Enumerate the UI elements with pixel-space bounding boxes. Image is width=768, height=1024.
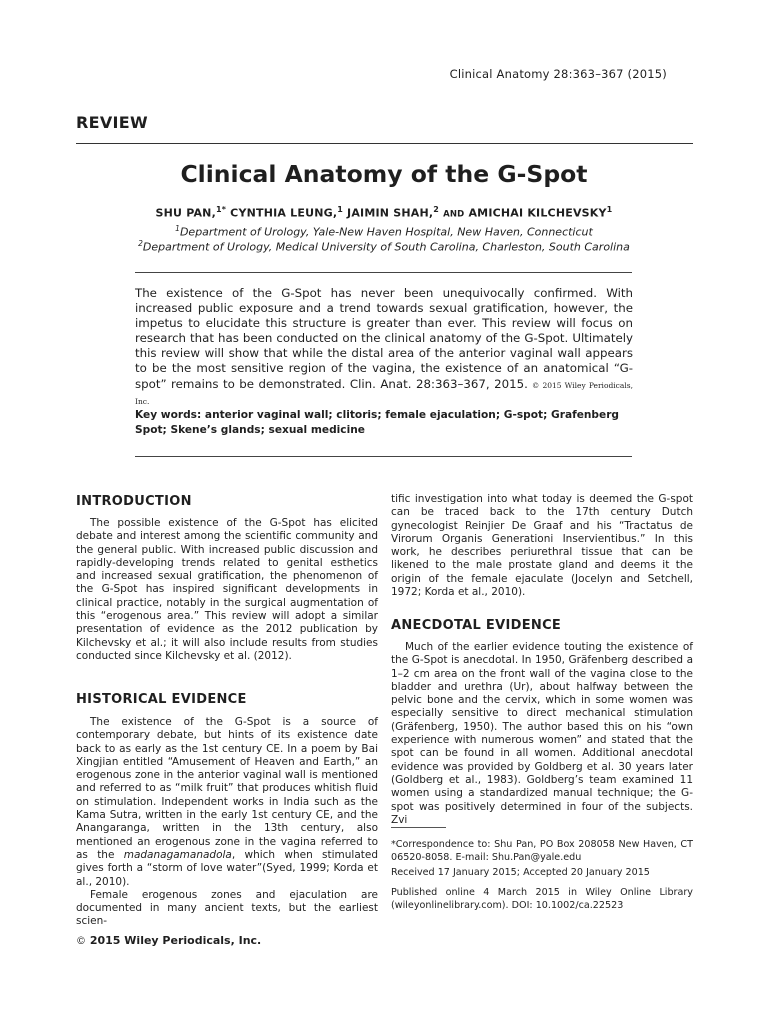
affiliation-1: $^1$Department of Urology, Yale-New Haven Hospital, New Haven, Connecticut: [175, 224, 593, 239]
author-name: SHU PAN,: [155, 206, 216, 220]
footnote-rule: [391, 827, 446, 828]
section-heading-introduction: INTRODUCTION: [76, 494, 192, 509]
anecdotal-body: [391, 641, 693, 827]
paragraph: The possible existence of the G-Spot has elicited debate and interest among the scientific community and the general public. With increased public discussion and rapidly-developing trends related to genital esthetics and increased sexual gratification, the phenomenon of the G-Spot has inspired significant developments in clinical practice, notably in the surgical augmentation of this “erogenous area.” This review will adopt a similar presentation of evidence as the 2012 publication by Kilchevsky et al.; it will also include results from studies conducted since Kilchevsky et al. (2012).: [76, 517, 378, 662]
author-conjunction: AND: [443, 209, 465, 220]
correspondence-footnote: *Correspondence to: Shu Pan, PO Box 208058 New Haven, CT 06520-8058. E-mail: Shu.Pan@yale.edu: [391, 839, 693, 863]
paragraph: The existence of the G-Spot is a source of contemporary debate, but hints of its existence date back to as early as the 1st century CE. In a poem by Bai Xingjian entitled “Amusement of Heaven and Earth,” an erogenous zone in the anterior vaginal wall is mentioned and referred to as “milk fruit” that produces whitish fluid on stimulation. Independent works in India such as the Kama Sutra, written in the early 1st century CE, and the Anangaranga, written in the 13th century, also mentioned an erogenous zone in the vagina referred to as the madanagamanadola, which when stimulated gives forth a “storm of love water”(Syed, 1999; Korda et al., 2010).: [76, 716, 379, 888]
section-type-label: REVIEW: [76, 113, 148, 132]
abstract-bottom-rule: [135, 456, 632, 457]
author-name: AMICHAI KILCHEVSKY: [468, 206, 607, 220]
author-affiliation-mark: 1: [337, 205, 344, 214]
author-affiliation-mark: 1*: [215, 205, 227, 214]
keywords-label: Key words:: [135, 409, 202, 421]
italic-term: madanagamanadola: [123, 848, 232, 861]
page-copyright: [76, 934, 261, 947]
author-name: CYNTHIA LEUNG,: [230, 206, 338, 220]
paragraph: Female erogenous zones and ejaculation are documented in many ancient texts, but the earliest scien-: [76, 888, 378, 928]
section-heading-anecdotal: ANECDOTAL EVIDENCE: [391, 618, 562, 633]
paragraph: Much of the earlier evidence touting the existence of the G-Spot is anecdotal. In 1950, Gräfenberg described a 1–2 cm area on the front wall of the vagina close to the bladder and urethra (Ur), about halfway between the pelvic bone and the cervix, which in some women was especially sensitive to direct mechanical stimulation (Gräfenberg, 1950). The author based this on his “own experience with numerous women” and stated that the spot can be found in all women. Additional anecdotal evidence was provided by Goldberg et al. 30 years later (Goldberg et al., 1983). Goldberg’s team examined 11 women using a standardized manual technique; the G-spot was positively determined in four of the subjects. Zvi: [391, 641, 693, 826]
keywords-list: anterior vaginal wall; clitoris; female ejaculation; G-spot; Grafenberg Spot; Skene’s glands; sexual medicine: [135, 409, 619, 436]
copyright-text: 2015 Wiley Periodicals, Inc.: [89, 934, 262, 947]
journal-reference: Clinical Anatomy 28:363–367 (2015): [449, 67, 667, 81]
copyright-symbol: ©: [76, 936, 86, 947]
section-heading-historical: HISTORICAL EVIDENCE: [76, 692, 247, 707]
abstract-text: The existence of the G-Spot has never been unequivocally confirmed. With increased public exposure and a trend towards sexual gratification, however, the impetus to elucidate this structure is greater than ever. This review will focus on research that has been conducted on the clinical anatomy of the G-Spot. Ultimately this review will show that while the distal area of the anterior vaginal wall appears to be the most sensitive region of the vagina, the existence of an anatomical “G-spot” remains to be demonstrated. Clin. Anat. 28:363–367, 2015.: [135, 286, 633, 391]
author-affiliation-mark: 1: [606, 205, 613, 214]
abstract-copyright: © 2015 Wiley Periodicals, Inc.: [135, 380, 633, 406]
received-dates: Received 17 January 2015; Accepted 20 January 2015: [391, 867, 650, 878]
paragraph: tific investigation into what today is deemed the G-spot can be traced back to the 17th century Dutch gynecologist Reinjier De Graaf and his “Tractatus de Virorum Organis Generationi Inservientibus.” In this work, he describes periurethral tissue that can be likened to the male prostate gland and deems it the origin of the female ejaculate (Jocelyn and Setchell, 1972; Korda et al., 2010).: [391, 493, 693, 599]
historical-body: [76, 716, 378, 929]
keywords: [135, 408, 633, 438]
affiliation-2: $^2$Department of Urology, Medical University of South Carolina, Charleston, South Carolina: [138, 239, 630, 254]
abstract-top-rule: [135, 272, 632, 273]
author-affiliation-mark: 2: [433, 205, 440, 214]
author-name: JAIMIN SHAH,: [347, 206, 434, 220]
article-title: Clinical Anatomy of the G-Spot: [180, 160, 588, 188]
author-list: [0, 205, 768, 220]
publication-info: Published online 4 March 2015 in Wiley Online Library (wileyonlinelibrary.com). DOI: 10.1002/ca.22523: [391, 887, 693, 911]
header-divider: [76, 143, 693, 144]
historical-continuation: [391, 493, 693, 599]
introduction-body: [76, 517, 378, 663]
abstract: [135, 286, 633, 409]
